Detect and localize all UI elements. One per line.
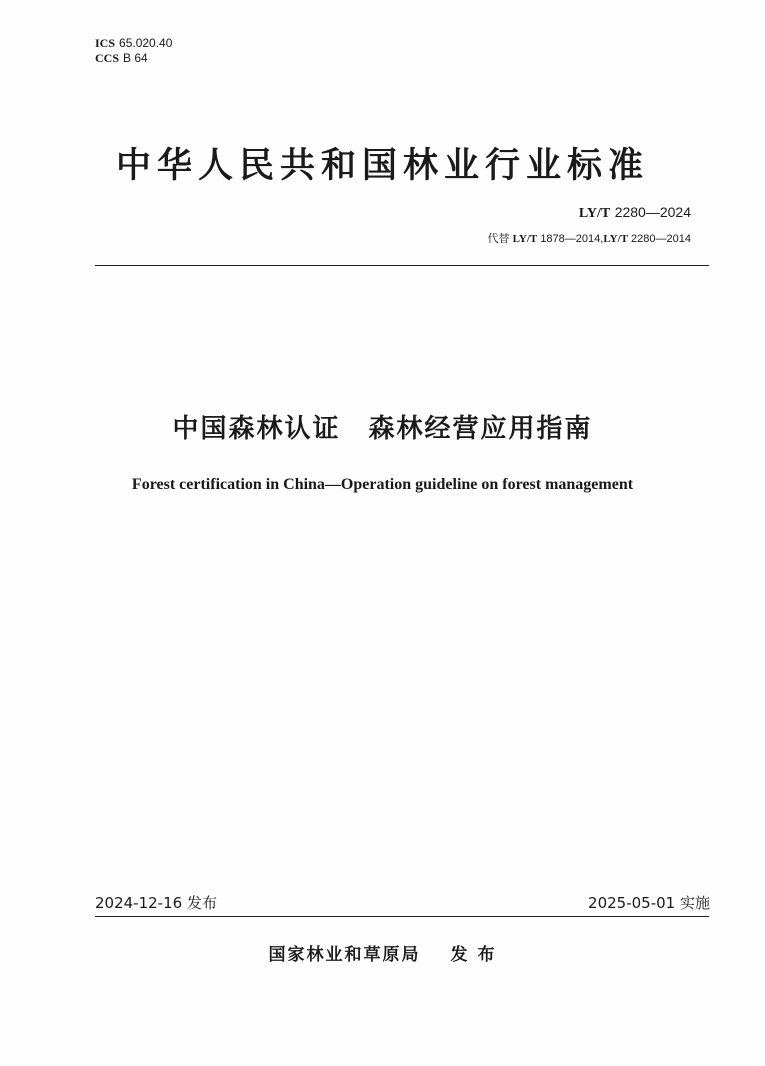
standard-number-value: 2280—2024 xyxy=(614,204,691,220)
publish-label: 发 布 xyxy=(450,945,497,965)
issue-date: 2024-12-16 发布 xyxy=(95,894,217,912)
ics-code xyxy=(95,36,172,51)
standard-number-prefix: LY/T xyxy=(578,206,611,221)
ics-value: 65.020.40 xyxy=(119,36,173,50)
replaces-number-2: 2280—2014 xyxy=(631,233,691,245)
document-title-chinese: 中国森林认证 森林经营应用指南 xyxy=(172,414,593,444)
replaces-prefix-2: LY/T xyxy=(603,233,628,245)
footer-divider xyxy=(95,916,709,917)
replaces-prefix-1: LY/T xyxy=(512,233,538,245)
header-divider xyxy=(95,265,709,266)
ics-label: ICS xyxy=(95,36,116,50)
standard-category-title: 中华人民共和国林业行业标准 xyxy=(115,146,649,186)
classification-codes xyxy=(95,36,172,66)
implementation-date: 2025-05-01 实施 xyxy=(588,894,710,912)
ccs-label: CCS xyxy=(95,51,120,65)
standard-number xyxy=(579,204,691,222)
publisher-line xyxy=(0,940,765,965)
ccs-value: B 64 xyxy=(123,51,148,65)
ccs-code xyxy=(95,51,172,66)
replaces-number-1: 1878—2014, xyxy=(540,233,604,245)
document-title-english: Forest certification in China—Operation guideline on forest management xyxy=(131,476,634,493)
replaces-label: 代替 xyxy=(487,233,510,245)
replaces-standards xyxy=(488,230,691,246)
publisher-name: 国家林业和草原局 xyxy=(268,945,421,965)
